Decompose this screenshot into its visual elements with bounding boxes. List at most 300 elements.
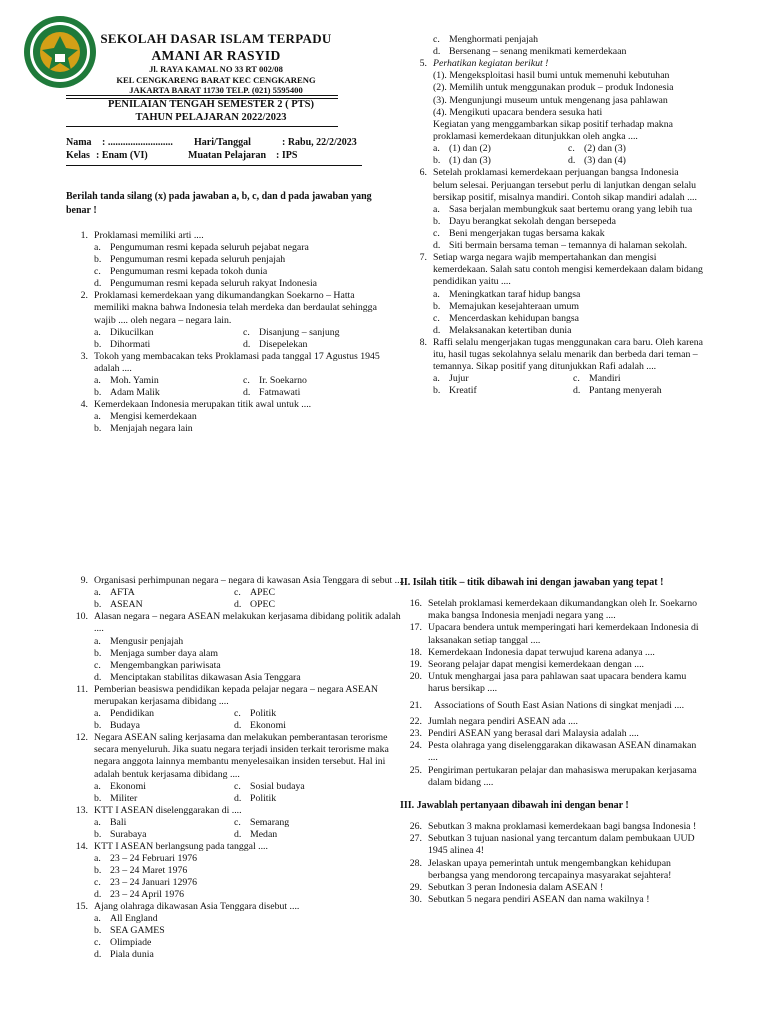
option-letter: b.: [94, 720, 102, 732]
question-number: 13.: [75, 804, 88, 816]
question-text: Kemerdekaan Indonesia dapat terwujud karena adanya ....: [428, 646, 655, 658]
option-text: Menjaga sumber daya alam: [110, 647, 218, 659]
option-text: Meningkatkan taraf hidup bangsa: [449, 288, 581, 300]
option-text: APEC: [250, 587, 276, 599]
option-text: 23 – 24 Maret 1976: [110, 865, 188, 877]
option-d[interactable]: [433, 325, 703, 337]
option-letter: d.: [568, 155, 576, 167]
essay-question: [400, 833, 700, 857]
option-d[interactable]: [243, 339, 392, 351]
question-text: Associations of South East Asian Nations di singkat menjadi ....: [434, 699, 685, 711]
question-13: [66, 805, 408, 817]
option-letter: c.: [234, 708, 241, 720]
options-9: [94, 587, 408, 611]
question-4: [66, 399, 392, 411]
option-c[interactable]: [568, 143, 703, 155]
info-divider: [66, 165, 362, 166]
class-label: Kelas: [66, 150, 90, 161]
option-text: Ekonomi: [110, 780, 146, 792]
option-text: (1) dan (3): [449, 155, 491, 167]
option-a[interactable]: [433, 373, 573, 385]
option-a[interactable]: [94, 853, 408, 865]
title-divider: [66, 126, 338, 127]
question-text: Setelah proklamasi kemerdekaan perjuangan bangsa Indonesia belum selesai. Perjuangan tersebut perlu di lanjutkan dengan selalu bersikap positif, misalnya mandiri. Contoh sikap mandiri adalah ....: [433, 167, 697, 203]
section-2-title: II. Isilah titik – titik dibawah ini dengan jawaban yang tepat !: [400, 577, 664, 588]
option-c[interactable]: [433, 313, 703, 325]
question-number: 19.: [409, 659, 422, 671]
address-line2: KEL CENGKARENG BARAT KEC CENGKARENG: [116, 74, 316, 85]
question-text: Sebutkan 3 tujuan nasional yang tercantum dalam pembukaan UUD 1945 alinea 4!: [428, 833, 695, 857]
option-d[interactable]: [234, 599, 408, 611]
question-text: Jelaskan upaya pemerintah untuk mengembangkan kehidupan berbangsa yang mendorong tercapainya masyarakat sejahtera!: [428, 857, 672, 881]
options-5: [433, 143, 703, 167]
option-letter: a.: [94, 780, 101, 792]
option-letter: a.: [433, 204, 440, 216]
statement-item: (1). Mengeksploitasi hasil bumi untuk memenuhi kebutuhan: [433, 70, 670, 82]
option-a[interactable]: [94, 411, 392, 423]
options-1: [94, 242, 392, 290]
option-d[interactable]: [243, 387, 392, 399]
fill-question: [400, 716, 700, 728]
question-number: 15.: [75, 901, 88, 913]
question-1: [66, 230, 392, 242]
option-letter: d.: [94, 889, 102, 901]
section-2-list: [400, 598, 700, 789]
option-text: Bali: [110, 817, 127, 829]
question-number: 17.: [409, 622, 422, 634]
question-number: 2.: [80, 290, 88, 302]
question-text: Alasan negara – negara ASEAN melakukan kerjasama dibidang politik adalah ....: [94, 611, 401, 635]
name-label: Nama: [66, 137, 92, 148]
essay-question: [400, 894, 700, 906]
option-text: Surabaya: [110, 829, 147, 841]
options-8: [433, 373, 703, 397]
option-text: Memajukan kesejahteraan umum: [449, 300, 580, 312]
option-letter: a.: [94, 708, 101, 720]
option-letter: c.: [433, 34, 440, 45]
name-value[interactable]: : ..........................: [102, 137, 173, 148]
option-text: Pengumuman resmi kepada seluruh pejabat negara: [110, 242, 309, 254]
question-number: 9.: [80, 575, 88, 586]
option-d[interactable]: [94, 278, 392, 290]
question-text: Jumlah negara pendiri ASEAN ada ....: [428, 715, 578, 727]
question-number: 27.: [409, 833, 422, 845]
option-c[interactable]: [433, 34, 703, 46]
option-letter: d.: [234, 720, 242, 732]
option-a[interactable]: [94, 327, 243, 339]
page-bottom-half: [0, 568, 768, 1024]
question-number: 21.: [409, 699, 422, 711]
essay-question: [400, 858, 700, 882]
option-letter: a.: [94, 326, 101, 338]
option-letter: d.: [234, 792, 242, 804]
option-text: All England: [110, 913, 158, 925]
option-letter: b.: [94, 387, 102, 399]
option-text: Beni mengerjakan tugas bersama kakak: [449, 228, 605, 240]
fill-question: [400, 659, 700, 671]
option-letter: c.: [234, 817, 241, 829]
left-column-bottom: [75, 575, 408, 961]
option-a[interactable]: [433, 143, 568, 155]
question-text: Pemberian beasiswa pendidikan kepada pelajar negara – negara ASEAN merupakan kerjasama dibidang ....: [94, 683, 378, 707]
question-number: 18.: [409, 646, 422, 658]
question-text: Setelah proklamasi kemerdekaan dikumandangkan oleh Ir. Soekarno maka bangsa Indonesia menjadi negara yang ....: [428, 598, 698, 622]
option-d[interactable]: [573, 385, 703, 397]
option-letter: c.: [573, 373, 580, 385]
question-text: Untuk menghargai jasa para pahlawan saat upacara bendera kamu harus bersikap ....: [428, 671, 687, 695]
statement-item: (3). Mengunjungi museum untuk mengenang jasa pahlawan: [433, 94, 668, 106]
option-c[interactable]: [243, 375, 392, 387]
option-letter: a.: [94, 587, 101, 599]
option-d[interactable]: [234, 720, 408, 732]
option-text: Pengumuman resmi kepada seluruh penjajah: [110, 254, 286, 266]
option-letter: a.: [94, 635, 101, 647]
options-2: [94, 327, 392, 351]
option-letter: a.: [433, 373, 440, 385]
option-b[interactable]: [94, 865, 408, 877]
subject-label: Muatan Pelajaran: [188, 150, 267, 161]
option-a[interactable]: [94, 817, 234, 829]
option-letter: b.: [94, 865, 102, 877]
option-letter: b.: [433, 155, 441, 167]
question-number: 6.: [419, 167, 427, 179]
option-c[interactable]: [94, 877, 408, 889]
question-number: 23.: [409, 728, 422, 740]
option-letter: b.: [94, 792, 102, 804]
option-letter: c.: [94, 659, 101, 671]
option-b[interactable]: [433, 216, 703, 228]
essay-question: [400, 821, 700, 833]
question-number: 25.: [409, 764, 422, 776]
question-text: Sebutkan 3 peran Indonesia dalam ASEAN !: [428, 882, 604, 894]
option-text: Budaya: [110, 720, 140, 732]
option-a[interactable]: [94, 375, 243, 387]
option-text: AFTA: [110, 587, 135, 599]
option-text: Dihormati: [110, 338, 151, 350]
question-text: Ajang olahraga dikawasan Asia Tenggara disebut ....: [94, 901, 300, 913]
option-letter: a.: [94, 375, 101, 387]
option-text: Olimpiade: [110, 937, 152, 949]
option-text: OPEC: [250, 599, 276, 611]
option-a[interactable]: [94, 587, 234, 599]
option-a[interactable]: [94, 636, 408, 648]
statement-item: (4). Mengikuti upacara bendera sesuka hati: [433, 106, 603, 118]
option-c[interactable]: [234, 781, 408, 793]
question-text: Proklamasi memiliki arti ....: [94, 230, 204, 241]
option-text: Politik: [250, 792, 277, 804]
option-b[interactable]: [433, 155, 568, 167]
section-3-title: III. Jawablah pertanyaan dibawah ini dengan benar !: [400, 800, 629, 812]
statement-item: (2). Memilih untuk menggunakan produk – produk Indonesia: [433, 82, 674, 94]
exam-title-line: PENILAIAN TENGAH SEMESTER 2 ( PTS): [107, 99, 315, 110]
option-letter: b.: [94, 338, 102, 350]
option-b[interactable]: [94, 720, 234, 732]
options-14: [94, 853, 408, 901]
question-text: Seorang pelajar dapat mengisi kemerdekaan dengan ....: [428, 659, 644, 671]
fill-question: [400, 700, 700, 712]
fill-question: [400, 765, 700, 789]
option-text: Semarang: [250, 817, 290, 829]
question-text: Raffi selalu mengerjakan tugas menggunakan cara baru. Oleh karena itu, hasil tugas sekolahnya selalu menarik dan berbeda dari teman – temannya. Sikap positif yang ditunjukkan Rafi adalah ....: [433, 336, 703, 373]
option-a[interactable]: [433, 289, 703, 301]
option-d[interactable]: [433, 46, 703, 58]
school-name-line1: SEKOLAH DASAR ISLAM TERPADU: [100, 31, 332, 46]
option-d[interactable]: [234, 793, 408, 805]
question-text: Upacara bendera untuk memperingati hari kemerdekaan Indonesia di laksanakan setiap tanggal ....: [428, 622, 699, 646]
section-3-list: [400, 821, 700, 906]
class-value: : Enam (VI): [96, 150, 148, 161]
option-text: Menjajah negara lain: [110, 423, 193, 435]
options-4: [94, 411, 392, 435]
exam-year-line: TAHUN PELAJARAN 2022/2023: [135, 112, 287, 123]
options-13: [94, 817, 408, 841]
option-text: Pengumuman resmi kepada tokoh dunia: [110, 266, 268, 278]
option-b[interactable]: [94, 793, 234, 805]
option-text: Piala dunia: [110, 949, 154, 961]
option-text: SEA GAMES: [110, 925, 165, 937]
question-text: Sebutkan 5 negara pendiri ASEAN dan nama wakilnya !: [428, 894, 650, 906]
option-d[interactable]: [94, 949, 408, 961]
option-b[interactable]: [94, 254, 392, 266]
options-11: [94, 708, 408, 732]
question-number: 5.: [419, 58, 427, 69]
question-text: Tokoh yang membacakan teks Proklamasi pada tanggal 17 Agustus 1945 adalah ....: [94, 350, 380, 375]
option-text: Dikucilkan: [110, 326, 154, 338]
question-9: [66, 575, 408, 587]
question-number: 14.: [75, 841, 88, 853]
option-b[interactable]: [94, 648, 408, 660]
option-text: Disanjung – sanjung: [259, 326, 340, 338]
question-number: 16.: [409, 598, 422, 609]
option-text: Pendidikan: [110, 708, 155, 720]
option-c[interactable]: [94, 266, 392, 278]
option-text: (1) dan (2): [449, 143, 491, 155]
option-d[interactable]: [234, 829, 408, 841]
option-text: Disepelekan: [259, 338, 308, 350]
question-11: [66, 684, 408, 708]
option-a[interactable]: [94, 242, 392, 254]
header-divider: [66, 95, 338, 96]
school-header: [100, 30, 332, 96]
option-letter: c.: [94, 266, 101, 278]
option-text: Mencerdaskan kehidupan bangsa: [449, 312, 580, 324]
question-text: Setiap warga negara wajib mempertahankan dan mengisi kemerdekaan. Salah satu contoh mengisi kemerdekaan dalam bidang pendidikan yaitu ....: [433, 252, 703, 288]
option-letter: d.: [234, 599, 242, 611]
fill-question: [400, 622, 700, 646]
question-text: KTT I ASEAN diselenggarakan di ....: [94, 804, 242, 816]
question-number: 4.: [80, 399, 88, 411]
option-text: Sasa berjalan membungkuk saat bertemu orang yang lebih tua: [449, 204, 693, 216]
option-letter: d.: [433, 324, 441, 336]
left-column-top: [66, 190, 392, 435]
question-number: 3.: [80, 350, 88, 362]
option-text: Dayu berangkat sekolah dengan bersepeda: [449, 216, 617, 228]
question-14: [66, 841, 408, 853]
option-c[interactable]: [234, 817, 408, 829]
question-7: [405, 252, 703, 289]
option-letter: b.: [94, 647, 102, 659]
option-letter: a.: [94, 913, 101, 925]
option-letter: b.: [94, 423, 102, 435]
school-logo-icon: [22, 14, 98, 90]
option-b[interactable]: [94, 339, 243, 351]
question-number: 24.: [409, 740, 422, 752]
option-letter: c.: [94, 937, 101, 949]
option-d[interactable]: [94, 889, 408, 901]
exam-title: [66, 98, 356, 124]
option-text: Menciptakan stabilitas dikawasan Asia Tenggara: [110, 671, 301, 683]
instruction-text: Berilah tanda silang (x) pada jawaban a, b, c, dan d pada jawaban yang benar !: [66, 191, 372, 216]
option-letter: b.: [94, 254, 102, 266]
option-d[interactable]: [433, 240, 703, 252]
right-column-top: [417, 34, 703, 397]
question-text: Kemerdekaan Indonesia merupakan titik awal untuk ....: [94, 399, 312, 411]
question-10: [66, 611, 408, 635]
option-text: 23 – 24 Januari 12976: [110, 877, 198, 889]
question-6: [405, 167, 703, 204]
option-text: (2) dan (3): [584, 143, 626, 155]
option-letter: c.: [243, 375, 250, 387]
question-number: 12.: [75, 732, 88, 744]
question-text: Pesta olahraga yang diselenggarakan dikawasan ASEAN dinamakan ....: [428, 740, 697, 764]
options-15: [94, 913, 408, 961]
option-b[interactable]: [94, 387, 243, 399]
option-letter: d.: [433, 240, 441, 252]
question-text: KTT I ASEAN berlangsung pada tanggal ....: [94, 841, 268, 853]
option-text: Politik: [250, 708, 277, 720]
options-6: [433, 204, 703, 252]
option-letter: d.: [433, 46, 441, 57]
option-letter: d.: [94, 278, 102, 290]
question-text: Pengiriman pertukaran pelajar dan mahasiswa merupakan kerjasama dalam bidang ....: [428, 764, 697, 788]
option-a[interactable]: [433, 204, 703, 216]
option-text: Ekonomi: [250, 720, 286, 732]
option-c[interactable]: [234, 587, 408, 599]
question-number: 8.: [419, 336, 427, 348]
option-c[interactable]: [234, 708, 408, 720]
option-letter: b.: [94, 829, 102, 841]
option-letter: a.: [94, 242, 101, 254]
option-b[interactable]: [94, 423, 392, 435]
option-letter: a.: [433, 143, 440, 155]
option-text: 23 – 24 April 1976: [110, 889, 185, 901]
option-letter: c.: [568, 143, 575, 155]
option-text: Adam Malik: [110, 387, 160, 399]
option-b[interactable]: [94, 829, 234, 841]
question-8: [405, 337, 703, 374]
right-column-bottom: [400, 576, 700, 906]
fill-question: [400, 598, 700, 622]
option-c[interactable]: [94, 660, 408, 672]
option-letter: a.: [94, 411, 101, 423]
option-letter: c.: [94, 877, 101, 889]
fill-question: [400, 740, 700, 764]
question-15: [66, 901, 408, 913]
option-text: Moh. Yamin: [110, 375, 159, 387]
options-10: [94, 636, 408, 684]
question-text: Sebutkan 3 makna proklamasi kemerdekaan bagi bangsa Indonesia !: [428, 821, 697, 833]
option-d[interactable]: [94, 672, 408, 684]
option-text: ASEAN: [110, 599, 143, 611]
option-b[interactable]: [433, 385, 573, 397]
option-letter: a.: [433, 288, 440, 300]
option-c[interactable]: [94, 937, 408, 949]
q5-statements: [433, 70, 703, 143]
option-b[interactable]: [94, 925, 408, 937]
option-a[interactable]: [94, 781, 234, 793]
option-letter: c.: [234, 587, 241, 599]
option-letter: b.: [94, 925, 102, 937]
options-3: [94, 375, 392, 399]
option-text: Mengembangkan pariwisata: [110, 659, 221, 671]
options-4-continued: [433, 34, 703, 58]
option-c[interactable]: [573, 373, 703, 385]
options-7: [433, 289, 703, 337]
option-text: Menghormati penjajah: [449, 34, 538, 45]
address-line1: Jl. RAYA KAMAL NO 33 RT 002/08: [149, 64, 283, 74]
question-text: Perhatikan kegiatan berikut !: [433, 58, 549, 69]
question-number: 28.: [409, 857, 422, 869]
question-number: 11.: [76, 683, 88, 695]
option-text: Bersenang – senang menikmati kemerdekaan: [449, 46, 627, 57]
question-number: 30.: [409, 894, 422, 906]
option-text: Siti bermain bersama teman – temannya di halaman sekolah.: [449, 240, 688, 252]
question-number: 10.: [75, 611, 88, 623]
question-text: Organisasi perhimpunan negara – negara di kawasan Asia Tenggara di sebut ....: [94, 575, 405, 586]
address-line3: JAKARTA BARAT 11730 TELP. (021) 5595400: [129, 85, 303, 95]
option-letter: b.: [433, 385, 441, 397]
option-letter: c.: [234, 780, 241, 792]
option-letter: d.: [94, 949, 102, 961]
option-text: Melaksanakan ketertiban dunia: [449, 324, 572, 336]
option-text: Kreatif: [449, 385, 477, 397]
fill-question: [400, 671, 700, 695]
question-2: [66, 290, 392, 327]
option-text: Sosial budaya: [250, 780, 305, 792]
options-12: [94, 781, 408, 805]
option-c[interactable]: [243, 327, 392, 339]
essay-question: [400, 882, 700, 894]
question-3: [66, 351, 392, 375]
question-text: Pendiri ASEAN yang berasal dari Malaysia adalah ....: [428, 728, 639, 740]
question-number: 26.: [409, 821, 422, 833]
option-letter: a.: [94, 853, 101, 865]
fill-question: [400, 728, 700, 740]
option-d[interactable]: [568, 155, 703, 167]
question-number: 20.: [409, 671, 422, 683]
option-c[interactable]: [433, 228, 703, 240]
option-text: 23 – 24 Februari 1976: [110, 853, 198, 865]
option-a[interactable]: [94, 913, 408, 925]
option-b[interactable]: [94, 599, 234, 611]
question-5: [405, 58, 703, 70]
option-text: Pengumuman resmi kepada seluruh rakyat Indonesia: [110, 278, 318, 290]
question-text: Proklamasi kemerdekaan yang dikumandangkan Soekarno – Hatta memiliki makna bahwa Indonesia telah merdeka dan berdaulat sehingga wajib .... oleh negara – negara lain.: [94, 290, 377, 326]
school-name-line2: AMANI AR RASYID: [151, 48, 281, 63]
option-letter: d.: [94, 671, 102, 683]
option-text: Medan: [250, 829, 278, 841]
option-letter: a.: [94, 817, 101, 829]
subject-value: : IPS: [276, 150, 298, 161]
option-text: Mengisi kemerdekaan: [110, 411, 197, 423]
option-b[interactable]: [433, 301, 703, 313]
option-text: Militer: [110, 792, 138, 804]
option-text: Fatmawati: [259, 387, 301, 399]
option-text: Mandiri: [589, 373, 621, 385]
option-letter: d.: [243, 387, 251, 399]
option-a[interactable]: [94, 708, 234, 720]
question-number: 7.: [419, 252, 427, 264]
